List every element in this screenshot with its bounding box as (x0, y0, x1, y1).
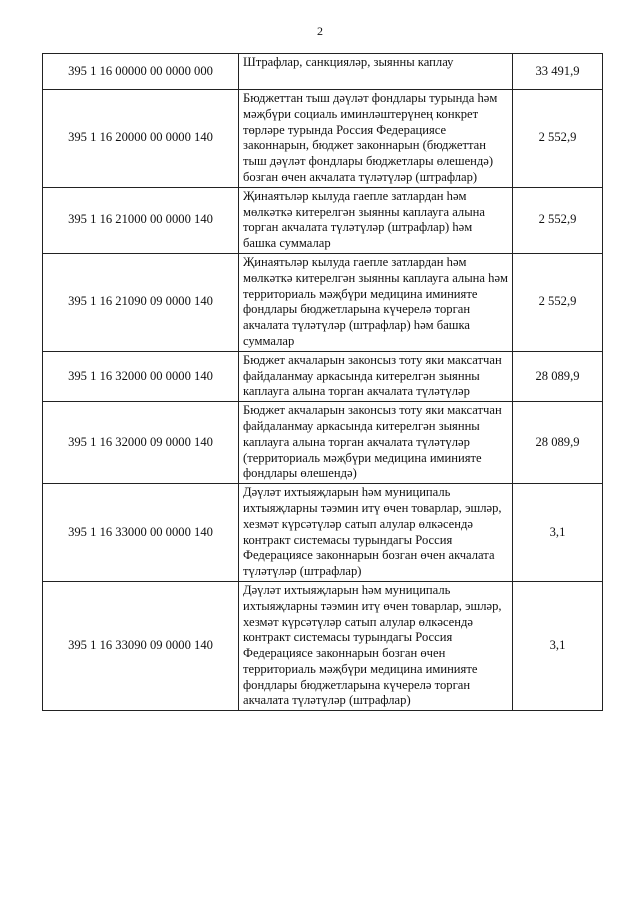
revenue-description: Бюджет акчаларын законсыз тоту яки максатчан файдаланмау аркасында китерелгән зыянны каплауга алына торган акчалата түләтүләр (территориаль мәҗбүри медицина иминияте фондлары өлешендә) (239, 402, 513, 484)
page-number: 2 (317, 24, 323, 38)
revenue-description: Дәүләт ихтыяҗларын һәм муниципаль ихтыяҗларны тәэмин итү өчен товарлар, эшләр, хезмәт күрсәтүләр сатып алулар өлкәсендә контракт системасы турындагы Россия Федерациясе законнарын бозган өчен территориаль мәҗбүри медицина иминияте фондлары бюджетларына күчерелә торган акчалата түләтүләр (штрафлар) (239, 581, 513, 710)
table-row (43, 187, 603, 253)
classification-code: 395 1 16 21090 09 0000 140 (43, 253, 239, 351)
revenue-description: Җинаятьләр кылуда гаепле затлардан һәм мөлкәткә китерелгән зыянны каплауга алына һәм территориаль мәҗбүри медицина иминияте фондлары бюджетларына күчерелә торган акчалата түләтүләр (штрафлар) һәм башка суммалар (239, 253, 513, 351)
classification-code: 395 1 16 32000 09 0000 140 (43, 402, 239, 484)
revenue-description: Штрафлар, санкцияләр, зыянны каплау (239, 54, 513, 90)
revenue-description: Дәүләт ихтыяҗларын һәм муниципаль ихтыяҗларны тәэмин итү өчен товарлар, эшләр, хезмәт күрсәтүләр сатып алулар өлкәсендә контракт системасы турындагы Россия Федерациясе законнарын бозган өчен акчалата түләтүләр (штрафлар) (239, 484, 513, 582)
classification-code: 395 1 16 32000 00 0000 140 (43, 351, 239, 401)
classification-code: 395 1 16 33090 09 0000 140 (43, 581, 239, 710)
table-row (43, 351, 603, 401)
revenue-amount: 2 552,9 (513, 253, 603, 351)
table-row (43, 253, 603, 351)
revenue-amount: 33 491,9 (513, 54, 603, 90)
revenue-amount: 28 089,9 (513, 351, 603, 401)
budget-revenue-table (42, 53, 603, 711)
revenue-description: Җинаятьләр кылуда гаепле затлардан һәм мөлкәткә китерелгән зыянны каплауга алына торган акчалата түләтүләр (штрафлар) һәм башка суммалар (239, 187, 513, 253)
table-row (43, 581, 603, 710)
revenue-amount: 2 552,9 (513, 90, 603, 188)
revenue-description: Бюджеттан тыш дәүләт фондлары турында һәм мәҗбүри социаль иминләштерүнең конкрет төрләре турында Россия Федерациясе законнарын, бюджет законнарын (бюджеттан тыш дәүләт фондлары бюджетлары өлешендә) бозган өчен акчалата түләтүләр (штрафлар) (239, 90, 513, 188)
revenue-amount: 3,1 (513, 484, 603, 582)
revenue-description: Бюджет акчаларын законсыз тоту яки максатчан файдаланмау аркасында китерелгән зыянны каплауга алына торган акчалата түләтүләр (239, 351, 513, 401)
revenue-amount: 28 089,9 (513, 402, 603, 484)
table-row (43, 484, 603, 582)
revenue-amount: 2 552,9 (513, 187, 603, 253)
revenue-amount: 3,1 (513, 581, 603, 710)
classification-code: 395 1 16 33000 00 0000 140 (43, 484, 239, 582)
table-row (43, 54, 603, 90)
table-row (43, 402, 603, 484)
table-row (43, 90, 603, 188)
classification-code: 395 1 16 00000 00 0000 000 (43, 54, 239, 90)
classification-code: 395 1 16 20000 00 0000 140 (43, 90, 239, 188)
classification-code: 395 1 16 21000 00 0000 140 (43, 187, 239, 253)
